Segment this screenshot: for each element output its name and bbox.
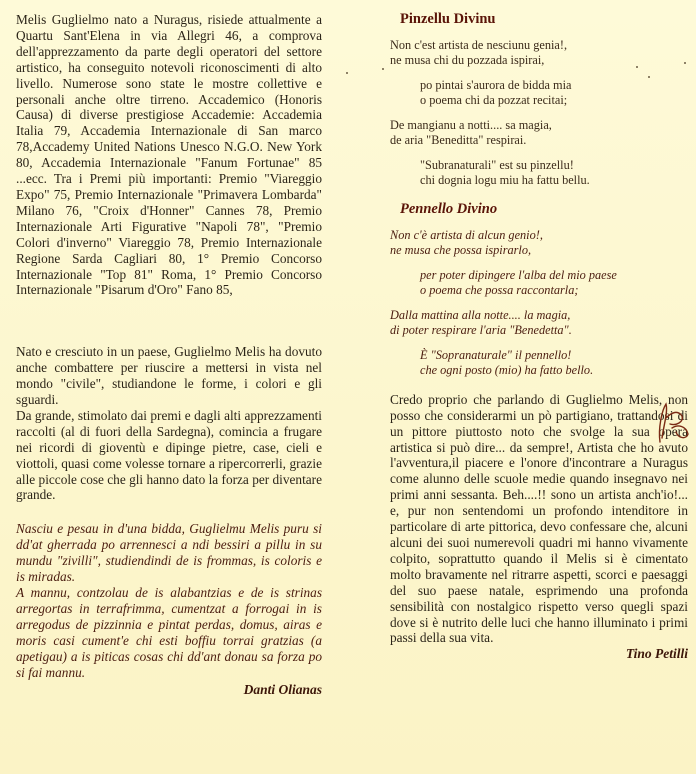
sardinian-paragraph-1: Nasciu e pesau in d'una bidda, Guglielmu Melis puru si dd'at gherrada po arrennesci a ndi bessiri a pillu in su mundu "zivilli", studiendindi de is frommas, is coloris e is miradas. <box>16 521 322 585</box>
poem-line: de aria "Beneditta" respirai. <box>390 132 527 147</box>
right-column <box>390 12 688 662</box>
signature-tino-petilli: Tino Petilli <box>625 646 688 662</box>
left-column <box>16 12 322 698</box>
poem-title-sardinian: Pinzellu Divinu <box>400 11 496 27</box>
sardinian-paragraph-2: A mannu, contzolau de is alabantzias e de is strinas arregortas in terrafrimma, cumentzat a forrogai in is arregodus de pizzinnia e pintat perdas, domus, airas e moris casi cument'e chi esti boffiu torrai gratzias (a apetigau) a is piticas cosas chi dd'ant donau sa forza po si fai mannu. <box>16 585 322 680</box>
poem-line: È "Sopranaturale" il pennello! <box>420 347 572 362</box>
poem-stanza <box>390 118 688 148</box>
print-speck <box>648 76 650 78</box>
poem-line: o poema che possa raccontarla; <box>420 282 579 297</box>
poem-line: Non c'è artista di alcun genio!, <box>390 227 543 242</box>
print-speck <box>382 68 384 70</box>
poem-line: po pintai s'aurora de bidda mia <box>420 77 572 92</box>
critique-paragraph: Credo proprio che parlando di Guglielmo Melis, non posso che considerarmi un pò partigiano, trattandosi di un pittore piuttosto noto che svolge la sua opera artistica si può dire... da sempre!, Artista che ho avuto l'avventura,il piacere e l'onore d'incontrare a Nuragus come alunno delle scuole medie quando insegnavo nei primi anni sessanta. Beh....!! sono un artista anch'io!... e, pur non sentendomi un profondo intenditore in particolare di arte pittorica, devo confessare che, alcuni alcuni dei suoi numerevoli quadri mi hanno vivamente colpito, soprattutto quando il Melis si è cimentato molto bravamente nel ritrarre aspetti, scorci e paesaggi del suo paese natale, esprimendo una profonda sensibilità con nostalgico rispetto verso quegli spazi dove si è nutrito delle luci che hanno illuminato i primi passi della sua vita. <box>390 391 688 646</box>
print-speck <box>636 66 638 68</box>
poem-line: di poter respirare l'aria "Benedetta". <box>390 322 572 337</box>
poem-line: Dalla mattina alla notte.... la magia, <box>390 307 571 322</box>
print-speck <box>684 62 686 64</box>
poem-stanza <box>390 158 688 188</box>
bio-paragraph-3: Da grande, stimolato dai premi e dagli alti apprezzamenti raccolti (al di fuori della Sardegna), comincia a frugare nei ricordi di gioventù e dipinge pietre, case, cieli e viottoli, quasi come volesse tornare a ripercorrerli, grazie alle piccole cose che gli hanno dato la forza per diventare grande. <box>16 407 322 503</box>
bio-paragraph-2: Nato e cresciuto in un paese, Guglielmo Melis ha dovuto anche combattere per riuscire a mettersi in vista nel mondo "civile", studiandone le forme, i colori e gli sguardi. <box>16 344 322 408</box>
poem-stanza <box>390 268 688 298</box>
bio-paragraph-1: Melis Guglielmo nato a Nuragus, risiede attualmente a Quartu Sant'Elena in via Allegri 46, a comprova dell'apprezzamento da parte degli operatori del settore artistico, ha conseguito notevoli riconoscimenti di alto livello. Numerose sono state le mostre collettive e personali anche oltre tirreno. Accademico (Honoris Causa) di diverse prestigiose Accademie: Accademia Italia 79, Accademia Internazionale di San marco 78,Accademy United Nations Unesco N.G.O. New York 80, Accademia Internazionale "Fanum Fortunae" 85 ...ecc. Tra i Premi più importanti: Premio "Viareggio Expo" 75, Premio Internazionale "Primavera Lombarda" Milano 76, "Croix d'Honner" Cannes 78, Premio Internazionale Arti Figurative "Napoli 78", "Premio Colori d'inverno" Viareggio 78, Premio Internazionale Regione Sarda Cagliari 80, 1° Premio Concorso Internazionale "Top 81" Roma, 1° Premio Concorso Internazionale "Pisarum d'Oro" Fano 85, <box>16 12 322 298</box>
handwritten-signature-mark <box>652 398 692 446</box>
poem-line: Non c'est artista de nesciunu genia!, <box>390 37 568 52</box>
poem-italian <box>390 228 688 378</box>
signature-danti-olianas: Danti Olianas <box>243 682 322 698</box>
poem-stanza <box>390 348 688 378</box>
poem-line: "Subranaturali" est su pinzellu! <box>420 157 574 172</box>
poem-stanza <box>390 308 688 338</box>
poem-line: per poter dipingere l'alba del mio paese <box>420 267 617 282</box>
poem-title-italian: Pennello Divino <box>400 200 498 217</box>
poem-line: o poema chi da pozzat recitai; <box>420 92 568 107</box>
poem-line: De mangianu a notti.... sa magia, <box>390 117 552 132</box>
poem-line: ne musa che possa ispirarlo, <box>390 242 532 257</box>
poem-line: ne musa chi du pozzada ispirai, <box>390 52 545 67</box>
poem-stanza <box>390 38 688 68</box>
print-speck <box>346 72 348 74</box>
poem-sardinian <box>390 38 688 188</box>
poem-line: chi dognia logu miu ha fattu bellu. <box>420 172 590 187</box>
poem-line: che ogni posto (mio) ha fatto bello. <box>420 362 594 377</box>
poem-stanza <box>390 78 688 108</box>
poem-stanza <box>390 228 688 258</box>
